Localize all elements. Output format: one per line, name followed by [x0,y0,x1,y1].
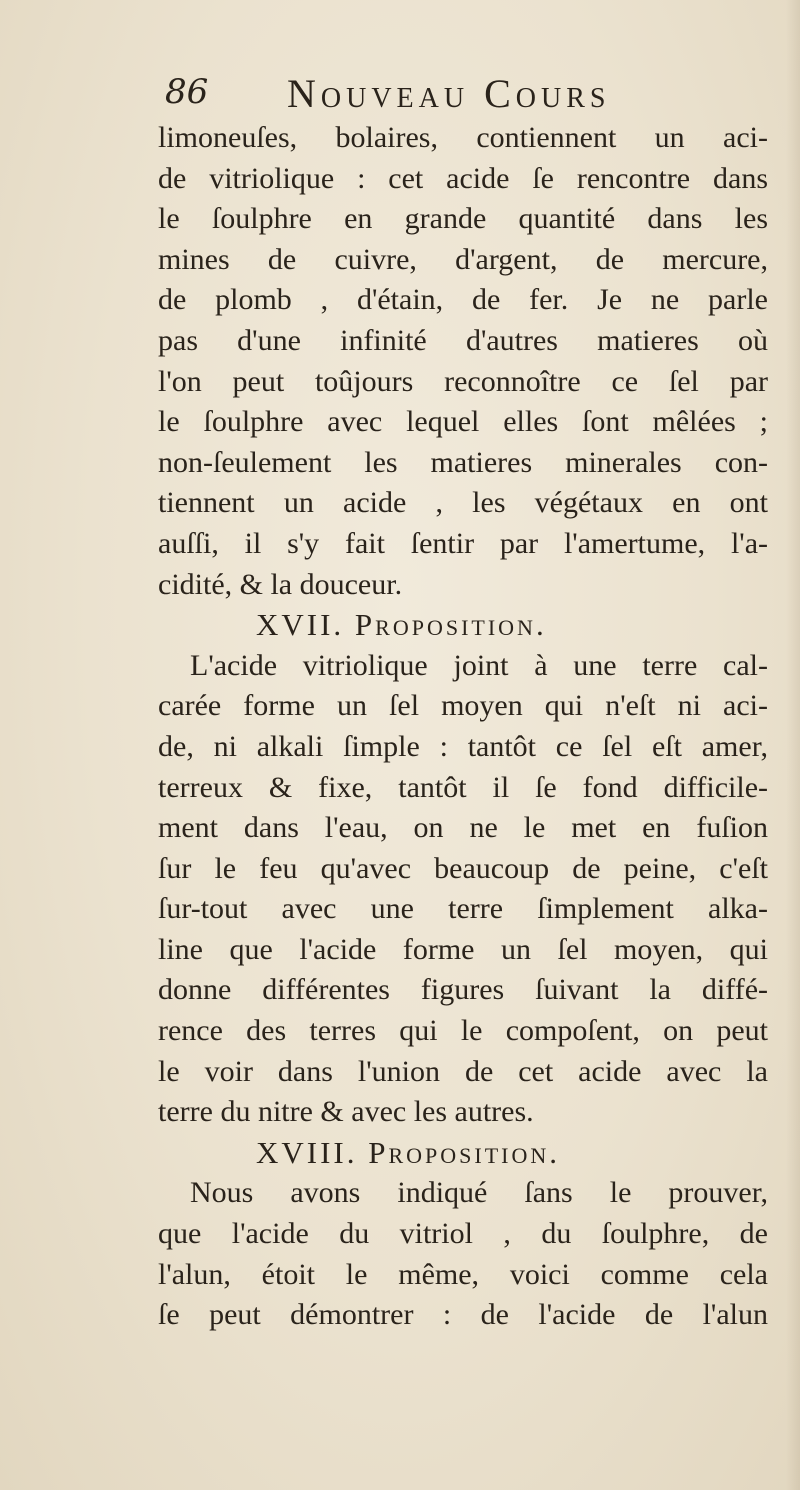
text-line: rence des terres qui le compoſent, on peut [158,1014,768,1048]
text-line: que l'acide du vitriol , du ſoulphre, de [158,1217,768,1251]
text-line: l'on peut toûjours reconnoître ce ſel par [158,364,768,398]
text-line: ſe peut démontrer : de l'acide de l'alun [158,1298,768,1332]
section-heading: XVIII. Proposition. [256,1134,561,1170]
text-line: tiennent un acide , les végétaux en ont [158,486,768,520]
text-line: donne différentes figures ſuivant la diffé- [158,973,768,1007]
text-line: mines de cuivre, d'argent, de mercure, [158,242,768,276]
text-line: ſur le feu qu'avec beaucoup de peine, c'eſt [158,851,768,885]
text-line: ſur-tout avec une terre ſimplement alka- [158,892,768,926]
text-line: le ſoulphre avec lequel elles ſont mêlées ; [158,405,768,439]
text-line: terre du nitre & avec les autres. [158,1095,534,1129]
text-line: auſſi, il s'y fait ſentir par l'amertume, l'a- [158,526,768,560]
text-line: non-ſeulement les matieres minerales con- [158,445,768,479]
page-edge [786,0,800,1490]
text-line: ment dans l'eau, on ne le met en fuſion [158,811,768,845]
text-line: de plomb , d'étain, de fer. Je ne parle [158,283,768,317]
text-line: l'alun, étoit le même, voici comme cela [158,1257,768,1291]
text-line: pas d'une infinité d'autres matieres où [158,323,768,357]
text-line: le ſoulphre en grande quantité dans les [158,202,768,236]
text-line: Nous avons indiqué ſans le prouver, [190,1176,768,1210]
running-head: Nouveau Cours [287,71,611,116]
text-line: line que l'acide forme un ſel moyen, qui [158,932,768,966]
section-heading: XVII. Proposition. [256,607,547,643]
text-line: de vitriolique : cet acide ſe rencontre dans [158,161,768,195]
page-number: 86 [165,72,209,112]
text-line: carée forme un ſel moyen qui n'eſt ni aci- [158,689,768,723]
text-line: L'acide vitriolique joint à une terre cal- [190,648,768,682]
text-line: de, ni alkali ſimple : tantôt ce ſel eſt amer, [158,729,768,763]
text-line: cidité, & la douceur. [158,567,403,601]
text-line: limoneuſes, bolaires, contiennent un aci- [158,121,768,154]
body-text [158,118,788,1336]
text-line: terreux & fixe, tantôt il ſe fond difficile- [158,770,768,804]
text-line: le voir dans l'union de cet acide avec la [158,1054,768,1088]
